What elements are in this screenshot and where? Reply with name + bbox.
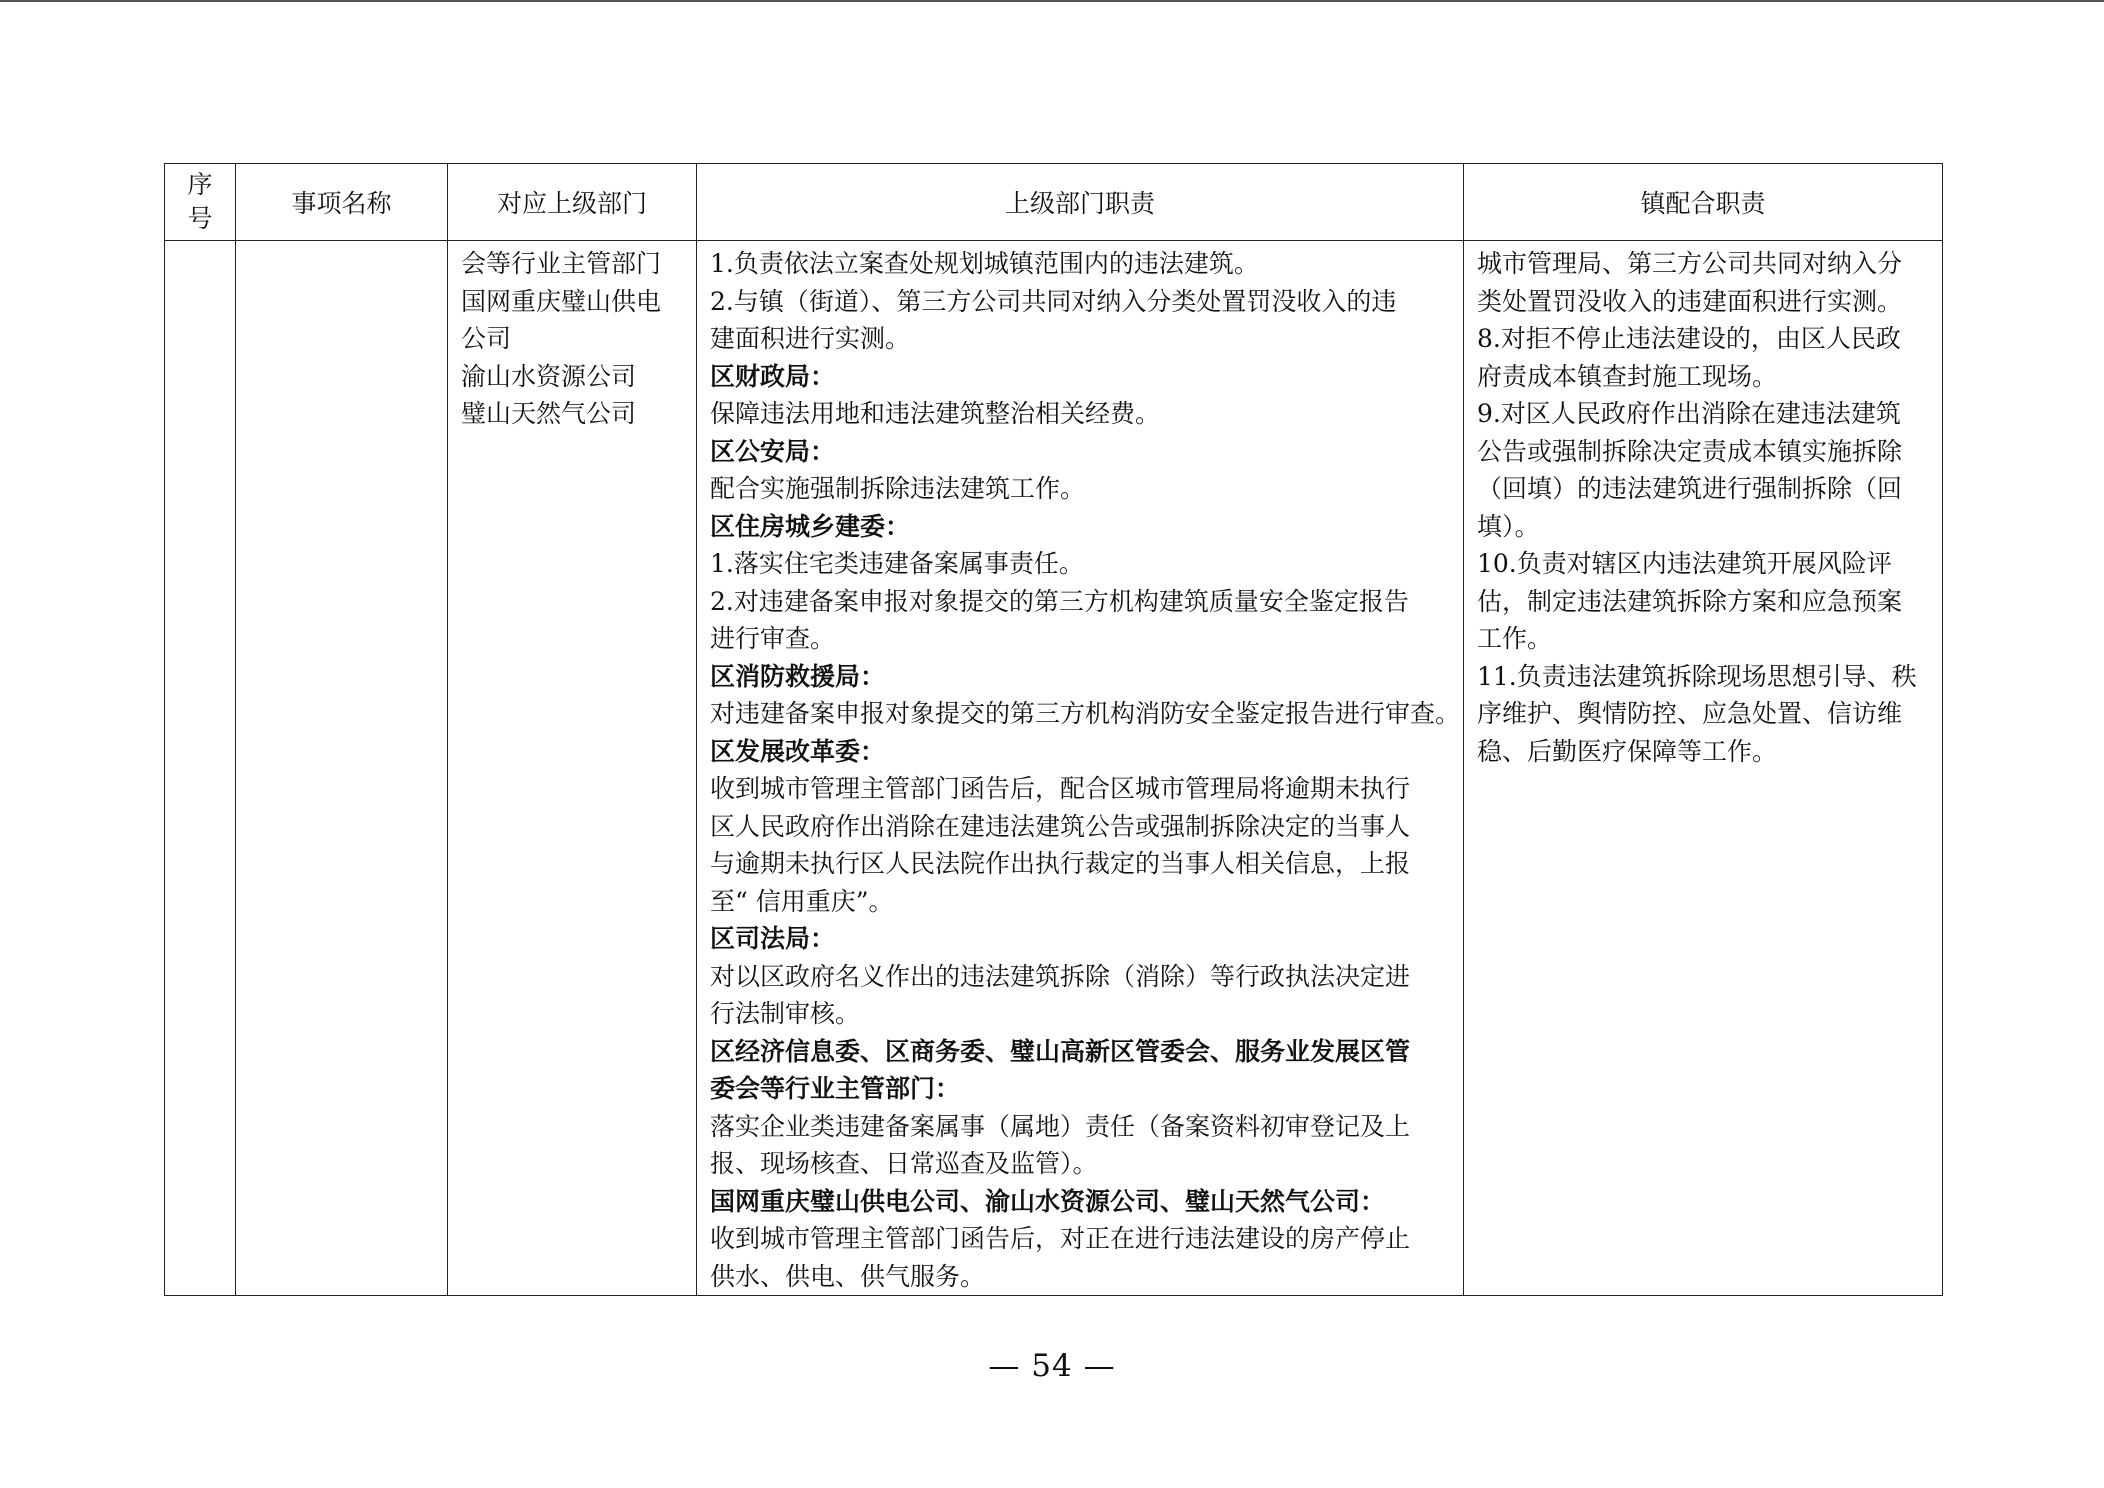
duty-text-line: 落实企业类违建备案属事（属地）责任（备案资料初审登记及上 <box>710 1111 1411 1141</box>
duty-text-line: 行法制审核。 <box>710 999 861 1028</box>
town-duty-line: 工作。 <box>1477 624 1553 653</box>
upper-dept-line: 公司 <box>461 324 512 353</box>
dept-heading: 区公安局： <box>710 436 836 466</box>
dept-heading: 区发展改革委： <box>710 736 886 766</box>
dept-heading: 区经济信息委、区商务委、璧山高新区管委会、服务业发展区管 <box>710 1036 1411 1066</box>
duty-text-line: 对以区政府名义作出的违法建筑拆除（消除）等行政执法决定进 <box>710 961 1411 991</box>
town-duty-line: 城市管理局、第三方公司共同对纳入分 <box>1477 249 1903 278</box>
upper-dept-line: 会等行业主管部门 <box>461 249 662 278</box>
town-duty-line: 序维护、舆情防控、应急处置、信访维 <box>1477 699 1903 728</box>
dept-heading: 区司法局： <box>710 924 836 953</box>
upper-dept-line: 璧山天然气公司 <box>461 399 637 428</box>
duty-text-line: 供水、供电、供气服务。 <box>710 1261 986 1291</box>
header-seq-line1: 序 <box>187 170 213 199</box>
dept-heading: 区财政局： <box>710 361 836 391</box>
duty-text-line: 报、现场核查、日常巡查及监管）。 <box>710 1149 1098 1178</box>
table-row <box>165 241 1943 1296</box>
duty-text-line: 与逾期未执行区人民法院作出执行裁定的当事人相关信息，上报 <box>710 849 1411 878</box>
town-duty-line: 填）。 <box>1477 511 1540 541</box>
town-duty-line: 稳、后勤医疗保障等工作。 <box>1477 736 1778 766</box>
page-number: — 54 — <box>988 1348 1116 1384</box>
header-upper-dept: 对应上级部门 <box>448 164 697 241</box>
duty-text-line: 1.落实住宅类违建备案属事责任。 <box>710 549 1084 578</box>
duty-text-line: 进行审查。 <box>710 624 836 653</box>
town-duty-line: 11.负责违法建筑拆除现场思想引导、秩 <box>1477 661 1917 691</box>
header-upper-duties: 上级部门职责 <box>697 164 1464 241</box>
page-top-rule <box>0 0 2104 2</box>
duty-text-line: 2.对违建备案申报对象提交的第三方机构建筑质量安全鉴定报告 <box>710 586 1409 616</box>
town-duty-line: 9.对区人民政府作出消除在建违法建筑 <box>1477 399 1901 428</box>
duty-text-line: 2.与镇（街道）、第三方公司共同对纳入分类处置罚没收入的违 <box>710 286 1397 316</box>
cell-seq <box>165 241 236 1296</box>
cell-upper-dept <box>448 241 697 1296</box>
cell-town-duties <box>1464 241 1943 1296</box>
header-item-name: 事项名称 <box>236 164 448 241</box>
duty-text-line: 保障违法用地和违法建筑整治相关经费。 <box>710 399 1161 428</box>
duty-text-line: 1.负责依法立案查处规划城镇范围内的违法建筑。 <box>710 249 1259 278</box>
town-duty-line: 8.对拒不停止违法建设的，由区人民政 <box>1477 324 1901 353</box>
duty-text-line: 配合实施强制拆除违法建筑工作。 <box>710 474 1086 503</box>
upper-dept-line: 国网重庆璧山供电 <box>461 286 662 316</box>
header-seq <box>165 164 236 241</box>
town-duty-line: 公告或强制拆除决定责成本镇实施拆除 <box>1477 436 1903 466</box>
upper-dept-line: 渝山水资源公司 <box>461 361 637 391</box>
duty-table <box>164 163 1943 1296</box>
cell-upper-duties <box>697 241 1464 1296</box>
header-town-duties: 镇配合职责 <box>1464 164 1943 241</box>
header-seq-line2: 号 <box>187 204 213 233</box>
town-duty-line: 10.负责对辖区内违法建筑开展风险评 <box>1477 549 1892 578</box>
table-header <box>165 164 1943 241</box>
town-duty-line: 类处置罚没收入的违建面积进行实测。 <box>1477 286 1903 316</box>
duty-text-line: 建面积进行实测。 <box>710 324 911 353</box>
dept-heading: 国网重庆璧山供电公司、渝山水资源公司、璧山天然气公司： <box>710 1186 1386 1216</box>
dept-heading: 区住房城乡建委： <box>710 511 911 541</box>
town-duty-line: 估，制定违法建筑拆除方案和应急预案 <box>1477 586 1903 616</box>
duty-text-line: 收到城市管理主管部门函告后，配合区城市管理局将逾期未执行 <box>710 774 1411 803</box>
duty-text-line: 区人民政府作出消除在建违法建筑公告或强制拆除决定的当事人 <box>710 811 1411 841</box>
cell-item-name <box>236 241 448 1296</box>
town-duty-line: （回填）的违法建筑进行强制拆除（回 <box>1477 474 1903 503</box>
dept-heading: 委会等行业主管部门： <box>710 1074 961 1103</box>
header-row <box>165 164 1943 241</box>
duty-text-line: 收到城市管理主管部门函告后，对正在进行违法建设的房产停止 <box>710 1224 1411 1253</box>
dept-heading: 区消防救援局： <box>710 661 886 691</box>
town-duty-line: 府责成本镇查封施工现场。 <box>1477 361 1778 391</box>
duty-text-line: 对违建备案申报对象提交的第三方机构消防安全鉴定报告进行审查。 <box>710 699 1461 728</box>
duty-text-line: 至“ 信用重庆”。 <box>710 886 894 916</box>
